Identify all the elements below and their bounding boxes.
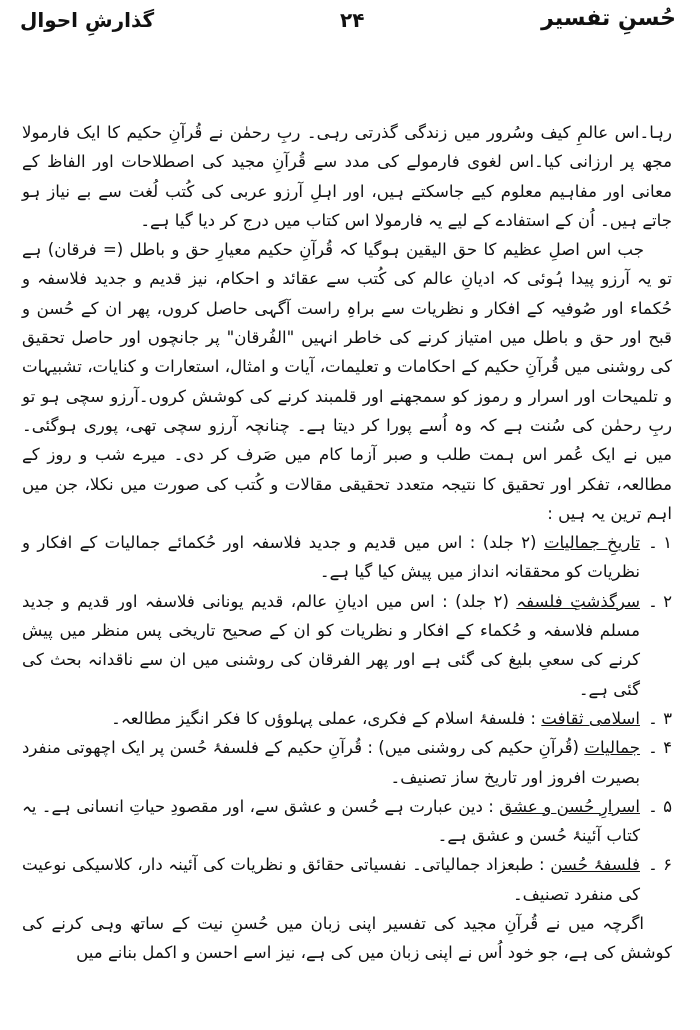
list-item [22,733,672,792]
list-item-text: : فلسفۂ اسلام کے فکری، عملی پہلوؤں کا فکر انگیز مطالعہ۔ [111,708,542,728]
list-item-title: اسلامی ثقافت [541,708,640,728]
list-item-number: ۲ ۔ [648,591,672,611]
list-item-number: ۶ ۔ [648,855,672,875]
works-list [22,528,672,909]
list-item-number: ۱ ۔ [648,533,672,553]
paragraph-aspiration: جب اس اصلِ عظیم کا حق الیقین ہوگیا کہ قُرآنِ حکیم معیارِ حق و باطل (= فرقان) ہے تو یہ آرزو پیدا ہُوئی کہ ادیانِ عالم کی کُتب سے عقائد و احکام، نیز قدیم و جدید فلاسفہ و حُکماء اور صُوفیہ کے افکار و نظریات سے براہِ راست آگہی حاصل کروں، پھر ان کے حُسن و قبح اور حق و باطل میں امتیاز کرنے کی خاطر انہیں "الفُرقان" پر جانچوں اور حاصل تحقیق کی روشنی میں قُرآنِ حکیم کے احکامات و تعلیمات، آیات و امثال، استعارات و کنایات، تشبیہات و تلمیحات اور اسرار و رموز کو سمجھنے اور قلمبند کرنے کی کوشش کروں۔آرزو سچی ہو تو ربِ رحمٰن کی سُنت ہے کہ وہ اُسے پورا کر دیتا ہے۔ چنانچہ آرزو سچی تھی، پوری ہوگئی۔ میں نے ایک عُمر اس ہمت طلب و صبر آزما کام میں صَرف کر دی۔ میرے شب و روز کے مطالعہ، تفکر اور تحقیق کا نتیجہ متعدد تحقیقی مقالات و کُتب کی صورت میں نکلا، جن میں اہم ترین یہ ہیں : [22,240,672,523]
list-item-text: : دین عبارت ہے حُسن و عشق سے، اور مقصودِ حیاتِ انسانی ہے۔ یہ کتاب آئینۂ حُسن و عشق ہے۔ [22,796,640,846]
book-title: حُسنِ تفسیر [541,6,676,31]
paragraph-formula: رہا۔اس عالمِ کیف وسُرور میں زندگی گذرتی رہی۔ ربِ رحمٰن نے قُرآنِ حکیم کا ایک فارمولا مجھ پر ارزانی کیا۔اس لغوی فارمولے کی مدد سے قُرآنِ مجید کی اصطلاحات اور الفاظ کے معانی اور مفاہیم معلوم کیے جاسکتے ہیں، اور اہلِ آرزو عربی کی کُتب لُغت سے بے نیاز ہو جاتے ہیں۔ اُن کے استفادے کے لیے یہ فارمولا اس کتاب میں درج کر دیا گیا ہے۔ [22,123,672,230]
list-item-text: (قُرآنِ حکیم کی روشنی میں) : قُرآنِ حکیم کے فلسفۂ حُسن پر ایک اچھوتی منفرد بصیرت افروز اور تاریخ ساز تصنیف۔ [22,738,640,787]
list-item-title: اسرارِ حُسن و عشق [499,796,640,816]
list-item-title: جمالیات [584,738,640,758]
paragraph-closing: اگرچہ میں نے قُرآنِ مجید کی تفسیر اپنی زبان میں حُسنِ نیت کے ساتھ وہی کرنے کی کوشش کی ہے، جو خود اُس نے اپنی زبان میں کی ہے، نیز اسے احسن و اکمل بنانے میں [22,914,672,963]
list-item-text: (۲ جلد) : اس میں ادیانِ عالم، قدیم یونانی فلاسفہ اور قدیم و جدید مسلم فلاسفہ و حُکماء کے افکار و نظریات کو ان کے صحیح تاریخی پس منظر میں پیش کرنے کی سعیِ بلیغ کی گئی ہے اور پھر الفرقان کی روشنی میں ان سے ناقدانہ بحث کی گئی ہے۔ [22,591,640,699]
page-header [20,6,676,40]
list-item [22,528,672,587]
list-item [22,704,672,733]
list-item-text: (۲ جلد) : اس میں قدیم و جدید فلاسفہ اور حُکمائے جمالیات کے افکار و نظریات کو محققانہ انداز میں پیش کیا گیا ہے۔ [22,533,640,582]
page-body [22,118,672,968]
list-item [22,792,672,851]
list-item-number: ۳ ۔ [648,708,672,728]
list-item-text: : طبعزاد جمالیاتی۔ نفسیاتی حقائق و نظریات کی آئینہ دار، کلاسیکی نوعیت کی منفرد تصنیف۔ [22,855,640,904]
list-item [22,587,672,704]
list-item [22,850,672,909]
list-item-title: فلسفۂ حُسن [550,855,640,875]
list-item-number: ۴ ۔ [648,738,672,758]
page-number: ۲۴ [340,8,365,32]
list-item-title: سرگذشتِ فلسفہ [516,591,640,611]
list-item-number: ۵ ۔ [648,796,672,816]
section-title: گذارشِ احوال [20,8,155,32]
list-item-title: تاریخِ جمالیات [543,533,641,553]
